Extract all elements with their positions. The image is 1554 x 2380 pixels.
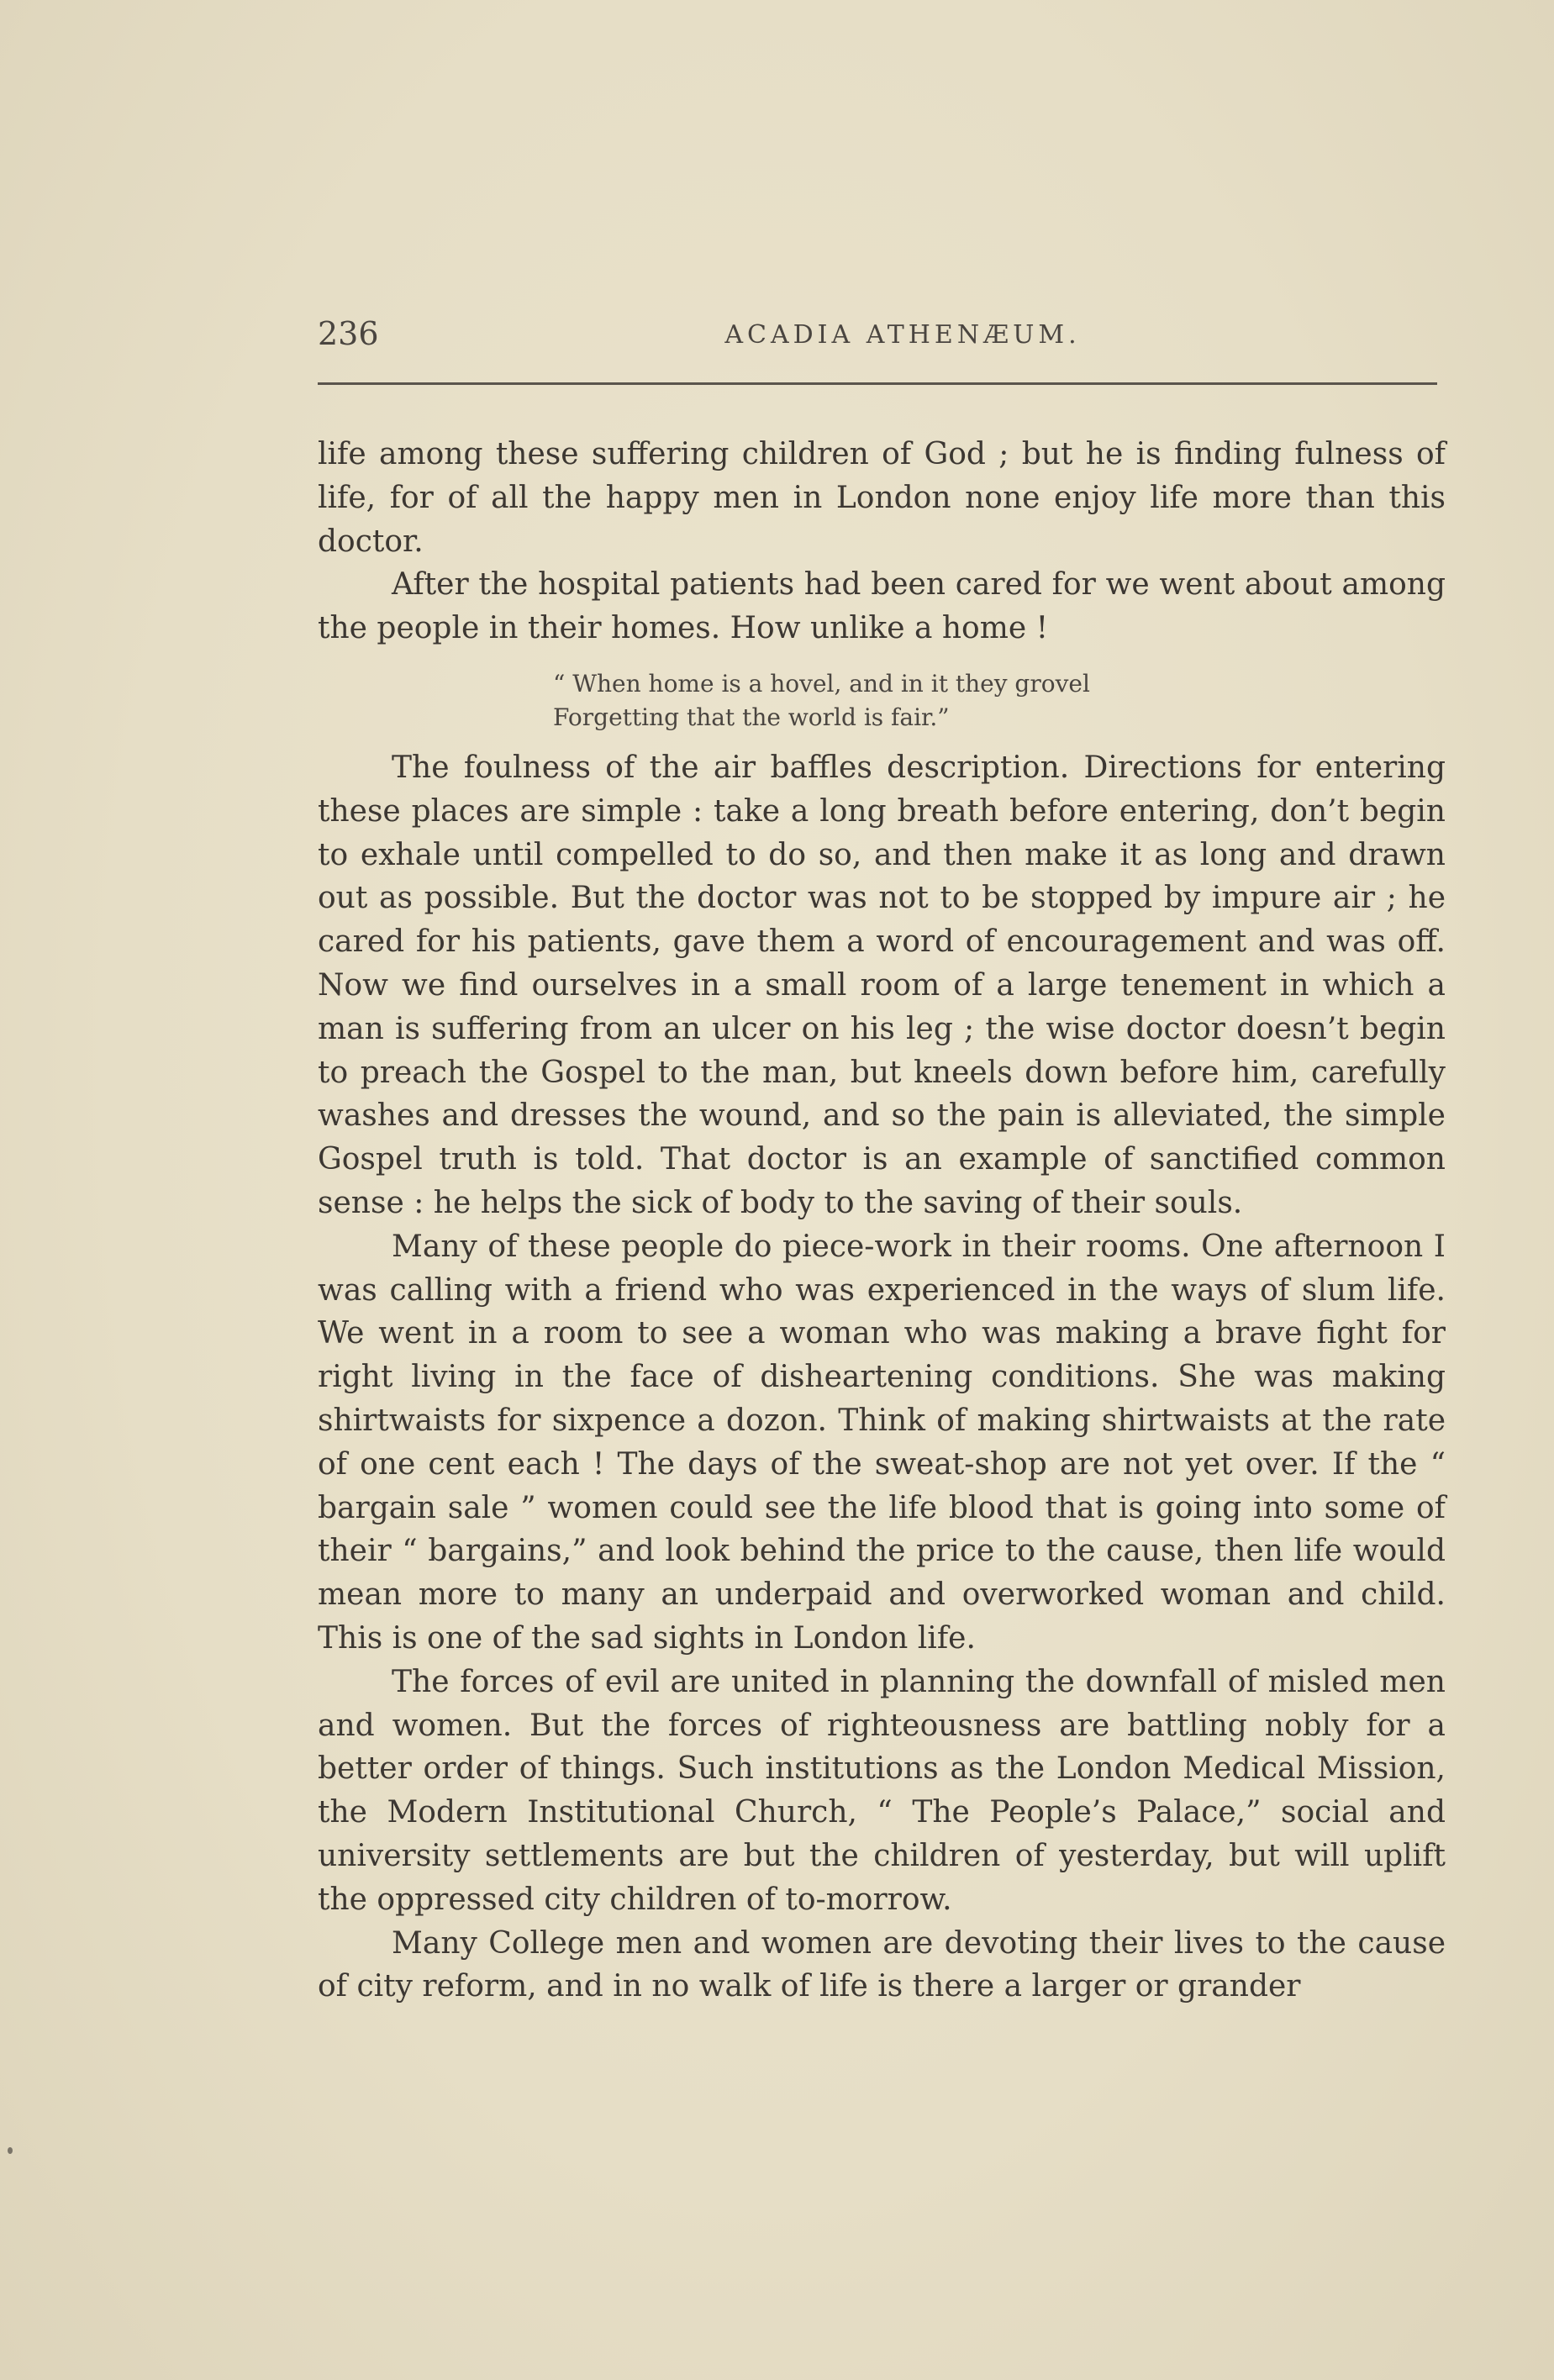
- poem-quote: [553, 667, 1446, 735]
- paragraph: The forces of evil are united in planning the downfall of misled men and women. But the forces of righteousness are battling nobly for a better order of things. Such institutions as the London Medical Mission, the Modern Institutional Church, “ The People’s Palace,” social and university settlements are but the children of yesterday, but will uplift the oppressed city children of to-morrow.: [318, 1664, 1446, 1917]
- article-body: [318, 433, 1446, 2009]
- header-rule: [318, 382, 1437, 385]
- paragraph: Many of these people do piece-work in their rooms. One afternoon I was calling with a friend who was experienced in the ways of slum life. We went in a room to see a woman who was making a brave fight for right living in the face of disheartening conditions. She was making shirtwaists for sixpence a dozon. Think of making shirtwaists at the rate of one cent each ! The days of the sweat-shop are not yet over. If the “ bargain sale ” women could see the life blood that is going into some of their “ bargains,” and look behind the price to the cause, then life would mean more to many an underpaid and overworked woman and child. This is one of the sad sights in London life.: [318, 1229, 1446, 1656]
- poem-line: “ When home is a hovel, and in it they grovel: [553, 669, 1090, 698]
- paper-speck: [8, 2147, 13, 2154]
- running-title: ACADIA ATHENÆUM.: [724, 320, 1081, 350]
- paragraph: life among these suffering children of God ; but he is finding fulness of life, for of all the happy men in London none enjoy life more than this doctor.: [318, 437, 1446, 559]
- page-header: [318, 315, 1437, 366]
- paragraph: After the hospital patients had been cared for we went about among the people in their homes. How unlike a home !: [318, 567, 1446, 646]
- page-number: 236: [318, 315, 379, 352]
- paragraph: The foulness of the air baffles description. Directions for entering these places are simple : take a long breath before entering, don’t begin to exhale until compelled to do so, and then make it as long and drawn out as possible. But the doctor was not to be stopped by impure air ; he cared for his patients, gave them a word of encouragement and was off. Now we find ourselves in a small room of a large tenement in which a man is suffering from an ulcer on his leg ; the wise doctor doesn’t begin to preach the Gospel to the man, but kneels down before him, carefully washes and dresses the wound, and so the pain is alleviated, the simple Gospel truth is told. That doctor is an example of sanctified common sense : he helps the sick of body to the saving of their souls.: [318, 750, 1446, 1220]
- paragraph: Many College men and women are devoting their lives to the cause of city reform, and in no walk of life is there a larger or grander: [318, 1925, 1446, 2004]
- poem-line: Forgetting that the world is fair.”: [553, 703, 950, 731]
